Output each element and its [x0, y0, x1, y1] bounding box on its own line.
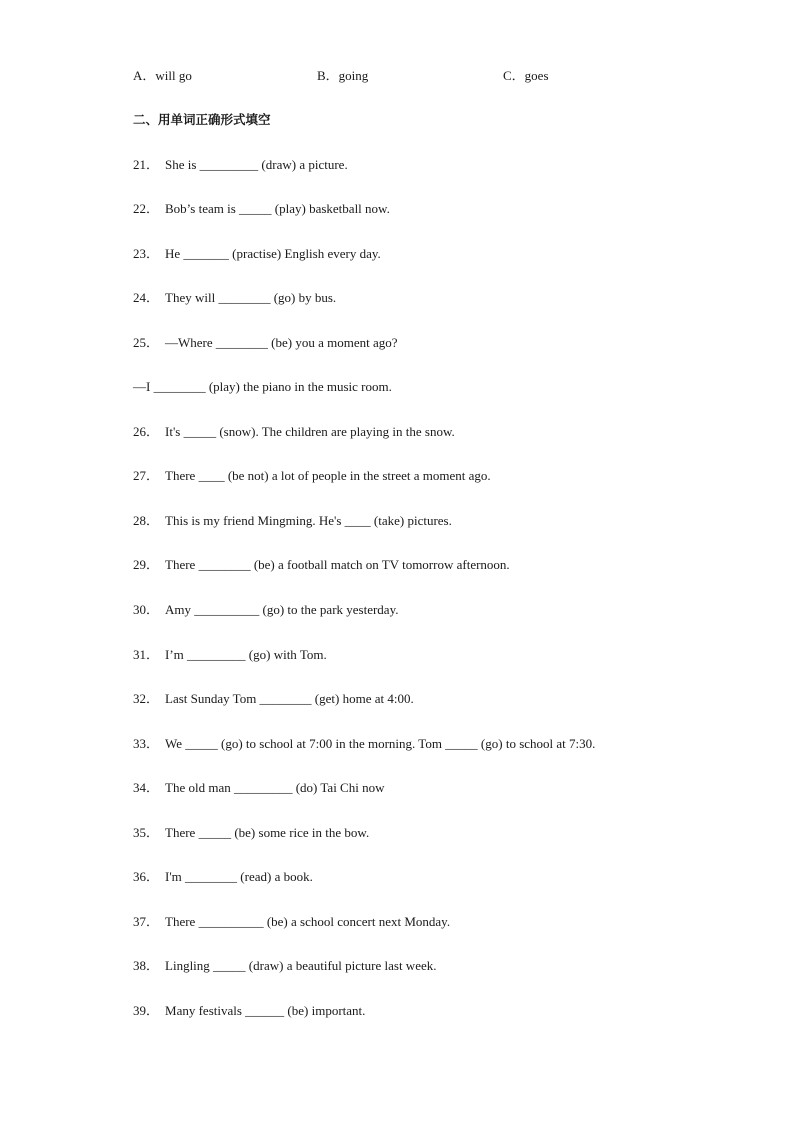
question-27: [133, 468, 491, 484]
question-39: [133, 1003, 365, 1019]
question-number: 30．: [133, 602, 160, 617]
question-number: 25．: [133, 335, 160, 350]
question-number: 38．: [133, 958, 160, 973]
question-number: 22．: [133, 201, 160, 216]
question-24: [133, 290, 336, 306]
question-number: 28．: [133, 513, 160, 528]
question-number: 39．: [133, 1003, 160, 1018]
section-title: 二、用单词正确形式填空: [133, 112, 271, 127]
question-number: 33．: [133, 736, 160, 751]
question-number: 26．: [133, 424, 160, 439]
question-28: [133, 513, 452, 529]
question-text: We _____ (go) to school at 7:00 in the morning. Tom _____ (go) to school at 7:30.: [165, 736, 596, 751]
question-text: Amy __________ (go) to the park yesterday.: [165, 602, 399, 617]
question-text: —Where ________ (be) you a moment ago?: [165, 335, 398, 350]
question-number: 35．: [133, 825, 160, 840]
question-25-reply: [133, 379, 392, 395]
question-26: [133, 424, 455, 440]
question-38: [133, 958, 437, 974]
question-text: He _______ (practise) English every day.: [165, 246, 381, 261]
question-32: [133, 691, 414, 707]
question-text: There __________ (be) a school concert next Monday.: [165, 914, 451, 929]
question-text: Bob’s team is _____ (play) basketball now.: [165, 201, 390, 216]
question-text: The old man _________ (do) Tai Chi now: [165, 780, 385, 795]
question-number: 29．: [133, 557, 160, 572]
question-number: 34．: [133, 780, 160, 795]
question-25: [133, 335, 398, 351]
question-text: There _____ (be) some rice in the bow.: [165, 825, 370, 840]
question-text: There ________ (be) a football match on TV tomorrow afternoon.: [165, 557, 510, 572]
question-number: 27．: [133, 468, 160, 483]
question-text: Last Sunday Tom ________ (get) home at 4:00.: [165, 691, 414, 706]
question-text: Many festivals ______ (be) important.: [165, 1003, 366, 1018]
question-text: They will ________ (go) by bus.: [165, 290, 337, 305]
question-36: [133, 869, 313, 885]
question-number: 31．: [133, 647, 160, 662]
question-22: [133, 201, 390, 217]
question-number: 21．: [133, 157, 160, 172]
question-33: [133, 736, 595, 752]
question-34: [133, 780, 384, 796]
option-a: A．will go: [133, 68, 192, 83]
question-text: She is _________ (draw) a picture.: [165, 157, 348, 172]
question-21: [133, 157, 348, 173]
question-number: 32．: [133, 691, 160, 706]
question-text: This is my friend Mingming. He's ____ (take) pictures.: [165, 513, 452, 528]
question-29: [133, 557, 510, 573]
question-text: I’m _________ (go) with Tom.: [165, 647, 327, 662]
question-text: There ____ (be not) a lot of people in the street a moment ago.: [165, 468, 491, 483]
question-text: I'm ________ (read) a book.: [165, 869, 313, 884]
question-number: 37．: [133, 914, 160, 929]
question-30: [133, 602, 398, 618]
question-23: [133, 246, 381, 262]
question-number: 23．: [133, 246, 160, 261]
question-35: [133, 825, 369, 841]
question-text: Lingling _____ (draw) a beautiful picture last week.: [165, 958, 437, 973]
option-b: B．going: [317, 68, 369, 83]
option-c: C．goes: [503, 68, 549, 83]
question-text: —I ________ (play) the piano in the music room.: [133, 379, 392, 394]
question-number: 24．: [133, 290, 160, 305]
question-37: [133, 914, 450, 930]
question-31: [133, 647, 327, 663]
question-text: It's _____ (snow). The children are playing in the snow.: [165, 424, 455, 439]
question-number: 36．: [133, 869, 160, 884]
